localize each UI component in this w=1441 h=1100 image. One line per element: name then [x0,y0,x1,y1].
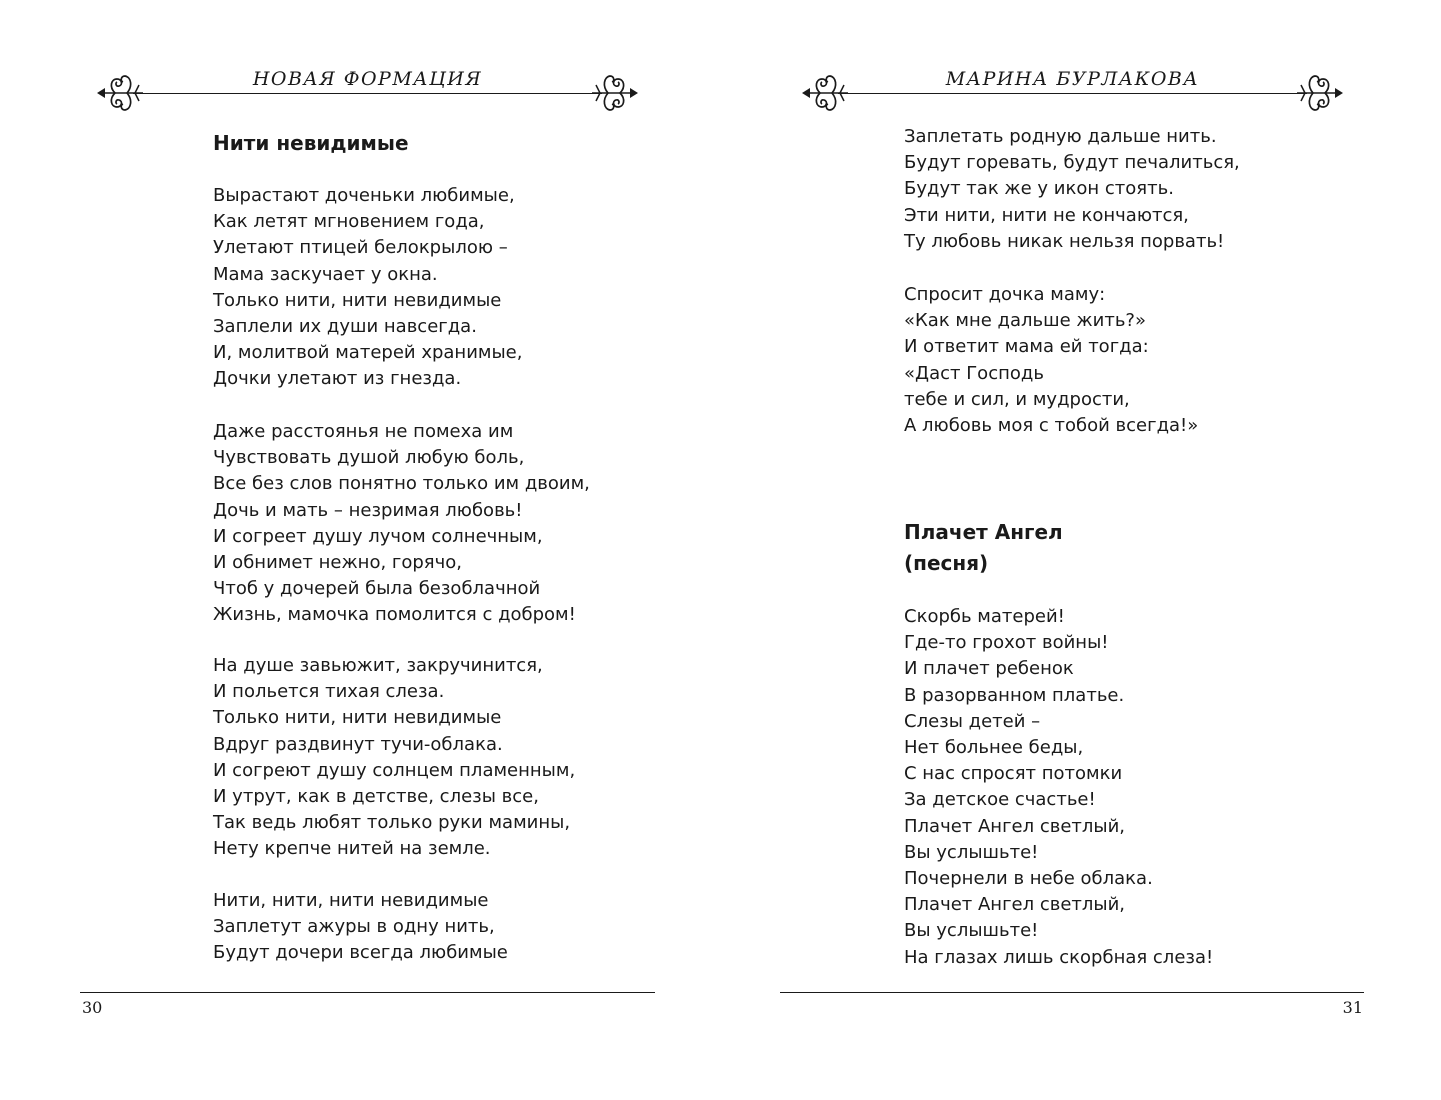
verse-line: «Даст Господь [904,362,1044,384]
running-title: МАРИНА БУРЛАКОВА [945,68,1200,90]
verse-line: Чувствовать душой любую боль, [213,447,525,469]
verse-line: И, молитвой матерей хранимые, [213,342,523,364]
verse-line: И ответит мама ей тогда: [904,336,1149,358]
verse-line: Вырастают доченьки любимые, [213,185,515,206]
flourish-ornament-icon [1295,70,1345,116]
stanza [213,419,590,629]
verse-line: Так ведь любят только руки мамины, [213,812,571,834]
stanza [904,124,1240,255]
right-page [720,0,1441,1100]
verse-line: Жизнь, мамочка помолится с добром! [213,604,576,626]
verse-line: Как летят мгновением года, [213,211,485,233]
verse-line: Только нити, нити невидимые [213,289,502,311]
verse-line: Плачет Ангел светлый, [904,815,1126,837]
verse-line: Будут дочери всегда любимые [213,942,508,964]
verse-line: «Как мне дальше жить?» [904,310,1146,332]
verse-line: И обнимет нежно, горячо, [213,552,463,574]
verse-line: Дочь и мать – незримая любовь! [213,499,523,521]
poem-title-line: Плачет Ангел [904,520,1063,544]
footer-rule [80,992,655,993]
verse-line: И польется тихая слеза. [213,681,445,703]
running-header [95,62,640,122]
verse-line: На глазах лишь скорбная слеза! [904,946,1214,968]
running-header [800,62,1345,122]
verse-line: В разорванном платье. [904,684,1125,706]
verse-line: На душе завьюжит, закручинится, [213,655,543,676]
verse-line: Мама заскучает у окна. [213,263,438,285]
poem-title [904,517,1063,579]
verse-line: Где-то грохот войны! [904,632,1109,654]
verse-line: Слезы детей – [904,710,1041,732]
header-rule [838,93,1307,94]
verse-line: А любовь моя с тобой всегда!» [904,415,1199,437]
verse-line: За детское счастье! [904,789,1096,811]
stanza [213,888,508,967]
verse-line: И плачет ребенок [904,658,1074,680]
verse-line: Вдруг раздвинут тучи-облака. [213,733,503,755]
stanza [904,282,1198,439]
verse-line: Будут так же у икон стоять. [904,178,1174,200]
verse-line: Эти нити, нити не кончаются, [904,204,1189,226]
running-title: НОВАЯ ФОРМАЦИЯ [252,68,483,90]
verse-line: Заплетут ажуры в одну нить, [213,916,495,938]
verse-line: Дочки улетают из гнезда. [213,368,462,390]
stanza [213,183,522,393]
verse-line: Все без слов понятно только им двоим, [213,473,590,495]
left-page [0,0,720,1100]
verse-line: Нету крепче нитей на земле. [213,838,491,860]
verse-line: Только нити, нити невидимые [213,707,502,729]
verse-line: Вы услышьте! [904,841,1039,863]
verse-line: И согреет душу лучом солнечным, [213,525,543,547]
verse-line: Почернели в небе облака. [904,868,1153,890]
stanza [904,604,1213,971]
verse-line: Плачет Ангел светлый, [904,894,1126,916]
verse-line: Скорбь матерей! [904,606,1065,627]
verse-line: тебе и сил, и мудрости, [904,388,1130,410]
flourish-ornament-icon [590,70,640,116]
poem-subtitle: (песня) [904,551,989,575]
verse-line: Даже расстоянья не помеха им [213,421,514,442]
header-rule [133,93,602,94]
verse-line: Чтоб у дочерей была безоблачной [213,578,541,600]
poem-title: Нити невидимые [213,131,409,155]
verse-line: Ту любовь никак нельзя порвать! [904,230,1225,252]
footer-rule [780,992,1364,993]
verse-line: Нити, нити, нити невидимые [213,890,489,911]
verse-line: Улетают птицей белокрылою – [213,237,508,259]
verse-line: Вы услышьте! [904,920,1039,942]
page-number: 31 [1342,998,1363,1017]
verse-line: Будут горевать, будут печалиться, [904,152,1240,174]
page-number: 30 [82,998,103,1017]
verse-line: Спросит дочка маму: [904,284,1106,305]
verse-line: И согреют душу солнцем пламенным, [213,759,576,781]
stanza [213,653,575,863]
verse-line: Заплетать родную дальше нить. [904,126,1217,147]
verse-line: С нас спросят потомки [904,763,1123,785]
verse-line: Заплели их души навсегда. [213,316,477,338]
verse-line: Нет больнее беды, [904,737,1084,759]
verse-line: И утрут, как в детстве, слезы все, [213,786,539,808]
